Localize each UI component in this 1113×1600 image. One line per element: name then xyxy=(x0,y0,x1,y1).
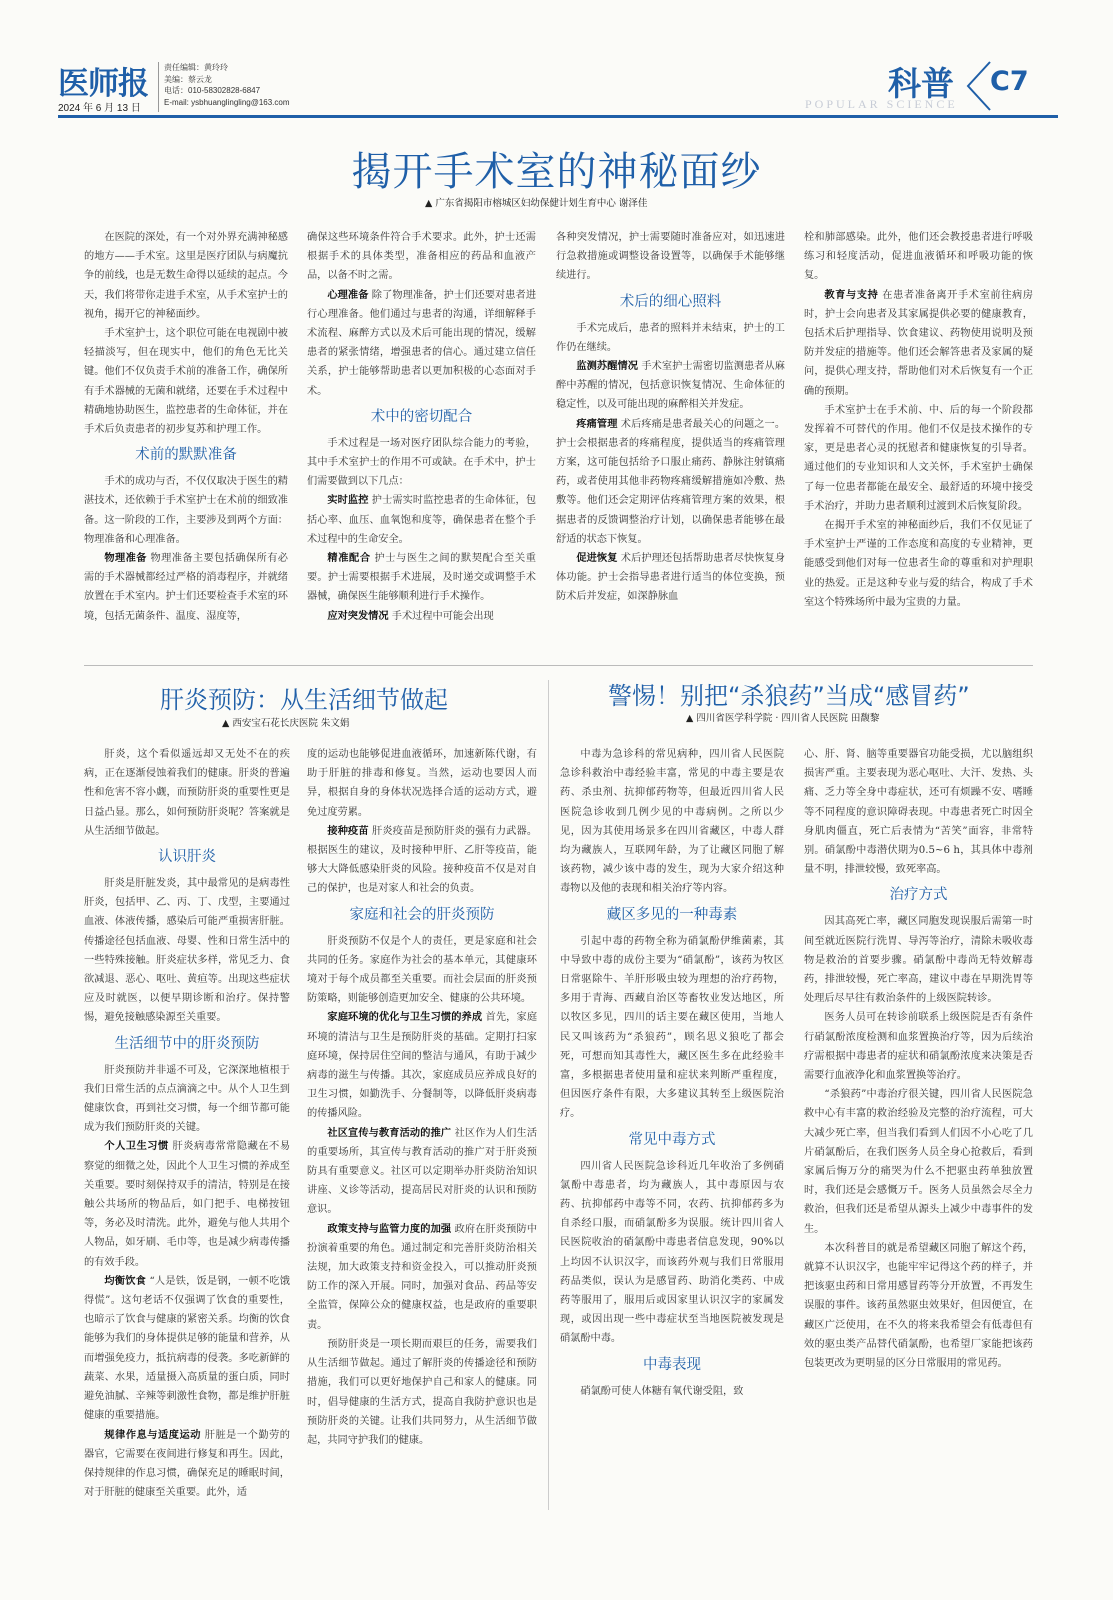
lead-term: 规律作息与适度运动 xyxy=(104,1429,201,1441)
paragraph: 手术室护士，这个职位可能在电视剧中被轻描淡写，但在现实中，他们的角色无比关键。他们不仅负责手术前的准备工作，确保所有手术器械的无菌和就绪，还要在手术过程中精确地协助医生，监控患者的生命体征，并在手术后负责患者的初步复苏和护理工作。 xyxy=(84,328,288,436)
lead-term: 精准配合 xyxy=(327,553,371,565)
paragraph xyxy=(307,822,537,899)
paragraph: 肝炎，这个看似遥远却又无处不在的疾病，正在逐渐侵蚀着我们的健康。肝炎的普遍性和危害不容小觑，而预防肝炎的重要性更是日益凸显。那么，如何预防肝炎呢？答案就是从生活细节做起。 xyxy=(84,749,290,837)
lead-term: 个人卫生习惯 xyxy=(104,1141,169,1153)
lead-term: 均衡饮食 xyxy=(104,1275,147,1287)
paragraph: 栓和肺部感染。此外，他们还会教授患者进行呼吸练习和轻度活动，促进血液循环和呼吸功能的恢复。 xyxy=(804,232,1033,282)
lead-term: 疼痛管理 xyxy=(576,418,618,430)
paragraph-text: 肝炎病毒常常隐藏在不易察觉的细微之处，因此个人卫生习惯的养成至关重要。要时刻保持双手的清洁，特别是在接触公共场所的物品后，如门把手、电梯按钮等，务必及时清洗。此外，避免与他人共用个人物品，如牙刷、毛巾等，也是减少病毒传播的有效手段。 xyxy=(84,1141,291,1268)
editor-line: 责任编辑：黄玲玲 xyxy=(164,63,228,72)
lead-term: 应对突发情况 xyxy=(327,610,389,622)
paragraph: 手术的成功与否，不仅仅取决于医生的精湛技术，还依赖于手术室护士在术前的细致准备。这一阶段的工作，主要涉及到两个方面：物理准备和心理准备。 xyxy=(84,476,288,545)
section-title: 科普 xyxy=(888,64,954,103)
subheading: 藏区多见的一种毒素 xyxy=(606,906,738,923)
masthead-logo: 医师报 xyxy=(58,66,148,102)
paragraph: 各种突发情况，护士需要随时准备应对，如迅速进行急救措施或调整设备设置等，以确保手术能够继续进行。 xyxy=(556,232,785,282)
paragraph: 预防肝炎是一项长期而艰巨的任务，需要我们从生活细节做起。通过了解肝炎的传播途径和预防措施，我们可以更好地保护自己和家人的健康。同时，倡导健康的生活方式，提高自我防护意识也是预防肝炎的关键。让我们共同努力，从生活细节做起，共同守护我们的健康。 xyxy=(307,1338,537,1446)
article3-byline: ▲ 四川省医学科学院 · 四川省人民医院 田馥黎 xyxy=(686,713,880,724)
paragraph: 手术室护士在手术前、中、后的每一个阶段都发挥着不可替代的作用。他们不仅是技术操作的专家，更是患者心灵的抚慰者和健康恢复的引导者。通过他们的专业知识和人文关怀，手术室护士确保了每一位患者都能在最安全、最舒适的环境中接受手术治疗，并助力患者顺利过渡到术后恢复阶段。 xyxy=(804,404,1033,512)
article3-col1 xyxy=(560,745,784,1401)
subheading: 认识肝炎 xyxy=(158,849,216,866)
subheading: 家庭和社会的肝炎预防 xyxy=(349,906,495,923)
article2-col2 xyxy=(307,745,537,1450)
subheading: 术后的细心照料 xyxy=(619,293,722,310)
paragraph xyxy=(556,549,785,607)
paragraph-text: 首先，家庭环境的清洁与卫生是预防肝炎的基础。定期打扫家庭环境，保持居住空间的整洁与通风，有助于减少病毒的滋生与传播。其次，家庭成员应养成良好的卫生习惯，如勤洗手、分餐制等，以降低肝炎病毒的传播风险。 xyxy=(307,1012,538,1120)
paragraph-text: 除了物理准备，护士们还要对患者进行心理准备。他们通过与患者的沟通，详细解释手术流程、麻醉方式以及术后可能出现的情况，缓解患者的紧张情绪，增强患者的信心。通过建立信任关系，护士能够帮助患者以更加积极的心态面对手术。 xyxy=(307,289,537,397)
paragraph: 心、肝、肾、脑等重要器官功能受损，尤以脑组织损害严重。主要表现为恶心呕吐、大汗、发热、头痛、乏力等全身中毒症状，还可有烦躁不安、嗜睡等不同程度的意识障碍表现。中毒患者死亡时因全身肌肉僵直，死亡后表情为“苦笑”面容，非常特别。硝氯酚中毒潜伏期为0.5~6 h，其具体中毒剂量不明，排泄较慢，致死率高。 xyxy=(804,749,1033,876)
paragraph-text: “人是铁，饭是钢，一顿不吃饿得慌”。这句老话不仅强调了饮食的重要性，也暗示了饮食与健康的紧密关系。均衡的饮食能够为我们的身体提供足够的能量和营养，从而增强免疫力，抵抗病毒的侵袭。多吃新鲜的蔬菜、水果，适量摄入高质量的蛋白质，同时避免油腻、辛辣等刺激性食物，都是维护肝脏健康的重要措施。 xyxy=(84,1275,290,1422)
lead-term: 教育与支持 xyxy=(824,289,879,301)
page-number: C7 xyxy=(990,66,1029,97)
paragraph-text: 社区作为人们生活的重要场所，其宣传与教育活动的推广对于肝炎预防具有重要意义。社区可以定期举办肝炎防治知识讲座、义诊等活动，提高居民对肝炎的认识和预防意识。 xyxy=(307,1127,538,1216)
paragraph-text: 在患者准备离开手术室前往病房时，护士会向患者及其家属提供必要的健康教育，包括术后护理指导、饮食建议、药物使用说明及预防并发症的措施等。他们还会解答患者及家属的疑问，提供心理支持，帮助他们对术后恢复有一个正确的预期。 xyxy=(804,289,1033,397)
section-subtitle: POPULAR SCIENCE xyxy=(805,97,958,111)
paragraph xyxy=(84,1272,290,1426)
article-divider xyxy=(84,665,1033,666)
header-rule xyxy=(58,115,1058,118)
paragraph-text: 护士需实时监控患者的生命体征，包括心率、血压、血氧饱和度等，确保患者在整个手术过程中的生命安全。 xyxy=(307,495,537,545)
paragraph-text: 手术过程中可能会出现 xyxy=(391,610,494,622)
paragraph: 本次科普目的就是希望藏区同胞了解这个药，就算不认识汉字，也能牢牢记得这个药的样子，并把该驱虫药和日常用感冒药等分开放置，不再发生误服的事件。该药虽然驱虫效果好，但因便宜，在藏区广泛使用，在不久的将来我希望会有低毒但有效的驱虫类产品替代硝氯酚，也希望厂家能把该药包装更改为更明显的区分日常服用的常见药。 xyxy=(804,1242,1033,1370)
article1-title: 揭开手术室的神秘面纱 xyxy=(351,149,762,195)
paragraph xyxy=(556,357,785,415)
paragraph xyxy=(307,286,536,401)
lead-term: 接种疫苗 xyxy=(327,825,369,837)
lead-term: 促进恢复 xyxy=(576,553,618,565)
paragraph-text: 肝炎疫苗是预防肝炎的强有力武器。根据医生的建议，及时接种甲肝、乙肝等疫苗，能够大大降低感染肝炎的风险。接种疫苗不仅是对自己的保护，也是对家人和社会的负责。 xyxy=(307,825,538,895)
phone-line: 电话：010-58302828-6847 xyxy=(164,86,261,95)
paragraph xyxy=(307,1124,537,1220)
subheading: 术前的默默准备 xyxy=(135,447,237,464)
article1-col4 xyxy=(804,228,1033,612)
article1-byline: ▲ 广东省揭阳市榕城区妇幼保健计划生育中心 谢泽佳 xyxy=(425,198,648,209)
lead-term: 社区宣传与教育活动的推广 xyxy=(327,1127,452,1139)
editor-info xyxy=(164,62,290,108)
paragraph: 肝炎是肝脏发炎，其中最常见的是病毒性肝炎，包括甲、乙、丙、丁、戊型，主要通过血液、体液传播，感染后可能严重损害肝脏。传播途径包括血液、母婴、性和日常生活中的一些特殊接触。肝炎症状多样，常见乏力、食欲减退、恶心、呕吐、黄疸等。出现这些症状应及时就医，以便早期诊断和治疗。保持警惕，避免接触感染源至关重要。 xyxy=(84,878,290,1024)
lead-term: 家庭环境的优化与卫生习惯的养成 xyxy=(327,1012,483,1024)
paragraph: 手术完成后，患者的照料并未结束，护士的工作仍在继续。 xyxy=(556,322,785,353)
paragraph: 度的运动也能够促进血液循环，加速新陈代谢，有助于肝脏的排毒和修复。当然，运动也要因人而异，根据自身的身体状况选择合适的运动方式，避免过度劳累。 xyxy=(307,749,537,818)
paragraph: 医务人员可在转诊前联系上级医院是否有条件行硝氯酚浓度检测和血浆置换治疗等，因为后续治疗需根据中毒患者的症状和硝氯酚浓度来决策是否需要行血液净化和血浆置换等治疗。 xyxy=(804,1012,1033,1082)
issue-date: 2024 年 6 月 13 日 xyxy=(58,103,141,114)
paragraph-text: 手术室护士需密切监测患者从麻醉中苏醒的情况，包括意识恢复情况、生命体征的稳定性，以及可能出现的麻醉相关并发症。 xyxy=(556,361,785,411)
designer-line: 美编：蔡云龙 xyxy=(164,74,212,84)
lead-term: 物理准备 xyxy=(104,553,147,565)
paragraph xyxy=(307,549,536,607)
paragraph: 手术过程是一场对医疗团队综合能力的考验，其中手术室护士的作用不可或缺。在手术中，护士们需要做到以下几点： xyxy=(307,437,536,488)
paragraph xyxy=(84,1137,290,1271)
article2-title: 肝炎预防：从生活细节做起 xyxy=(160,686,448,714)
paragraph: 在揭开手术室的神秘面纱后，我们不仅见证了手术室护士严谨的工作态度和高度的专业精神，更能感受到他们对每一位患者生命的尊重和对护理职业的热爱。正是这种专业与爱的结合，构成了手术室这个特殊场所中最为宝贵的力量。 xyxy=(804,520,1033,608)
paragraph xyxy=(307,491,536,549)
paragraph: 四川省人民医院急诊科近几年收治了多例硝氯酚中毒患者，均为藏族人，其中毒原因与农药、抗抑郁药中毒等不同，农药、抗抑郁药多为自杀经口服，而硝氯酚多为误服。统计四川省人民医院收治的硝氯酚中毒患者信息发现，90%以上均因不认识汉字，而该药外观与我们日常服用药品类似，误认为是感冒药、助消化类药、中成药等服用了，服用后或因家里认识汉字的家属发现，或因出现一些中毒症状至当地医院被发现是硝氯酚中毒。 xyxy=(560,1160,784,1345)
article1-col3 xyxy=(556,228,785,607)
article2-byline: ▲ 西安宝石花长庆医院 朱文娟 xyxy=(222,718,350,729)
masthead-divider xyxy=(158,62,159,112)
paragraph-text: 术后疼痛是患者最关心的问题之一。护士会根据患者的疼痛程度，提供适当的疼痛管理方案，这可能包括给予口服止痛药、静脉注射镇痛药，或者使用其他非药物疼痛缓解措施如冷敷、热敷等。他们还会定期评估疼痛管理方案的效果，根据患者的反馈调整治疗计划，以确保患者能够在最舒适的状态下恢复。 xyxy=(556,418,786,545)
paragraph-text: 护士与医生之间的默契配合至关重要。护士需要根据手术进展，及时递交或调整手术器械，确保医生能够顺利进行手术操作。 xyxy=(307,553,536,603)
paragraph: “杀狼药”中毒治疗很关键，四川省人民医院急救中心有丰富的救治经验及完整的治疗流程，可大大减少死亡率，但当我们看到人们因不小心吃了几片硝氯酚后，在我们医务人员全身心抢救后，看到家属后悔万分的痛哭为什么不把驱虫药单独放置时，我们还是会感慨万千。医务人员虽然会尽全力救治，但我们还是希望从源头上减少中毒事件的发生。 xyxy=(804,1089,1033,1235)
paragraph xyxy=(84,1426,290,1503)
paragraph-text: 术后护理还包括帮助患者尽快恢复身体功能。护士会指导患者进行适当的体位变换，预防术后并发症，如深静脉血 xyxy=(556,553,786,603)
email-line: E-mail: ysbhuanglingling@163.com xyxy=(164,97,290,107)
subheading: 中毒表现 xyxy=(643,1356,701,1373)
subheading: 治疗方式 xyxy=(889,887,948,904)
paragraph xyxy=(804,286,1033,401)
lead-term: 政策支持与监管力度的加强 xyxy=(327,1223,452,1235)
paragraph: 肝炎预防不仅是个人的责任，更是家庭和社会共同的任务。家庭作为社会的基本单元，其健康环境对于每个成员都至关重要。而社会层面的肝炎预防策略，则能够创造更加安全、健康的公共环境。 xyxy=(307,935,537,1005)
paragraph xyxy=(556,415,785,549)
article1-col1 xyxy=(84,228,288,626)
column-divider xyxy=(548,680,549,1510)
paragraph: 确保这些环境条件符合手术要求。此外，护士还需根据手术的具体类型，准备相应的药品和血液产品，以备不时之需。 xyxy=(307,232,536,282)
paragraph: 硝氯酚可使人体糖有氧代谢受阻，致 xyxy=(580,1385,744,1397)
paragraph-text: 物理准备主要包括确保所有必需的手术器械都经过严格的消毒程序，并就绪放置在手术室内。护士们还要检查手术室的环境，包括无菌条件、温度、湿度等， xyxy=(84,553,288,622)
lead-term: 实时监控 xyxy=(327,495,369,507)
paragraph: 引起中毒的药物全称为硝氯酚伊维菌素，其中导致中毒的成份主要为“硝氯酚”，该药为牧区日常驱除牛、羊肝形吸虫较为理想的治疗药物，多用于青海、西藏自治区等畜牧业发达地区，所以牧区多见，四川的话主要在藏区使用，当地人民又叫该药为“杀狼药”，顾名思义狼吃了都会死，可想而知其毒性大，藏区医生多在此经验丰富，多根据患者使用量和症状来判断严重程度，但因医疗条件有限，大多建议其转至上级医院治疗。 xyxy=(560,935,784,1120)
paragraph-text: 肝脏是一个勤劳的器官，它需要在夜间进行修复和再生。因此，保持规律的作息习惯，确保充足的睡眠时间，对于肝脏的健康至关重要。此外，适 xyxy=(84,1429,290,1499)
lead-term: 心理准备 xyxy=(327,289,369,301)
subheading: 常见中毒方式 xyxy=(628,1131,716,1148)
article3-title: 警惕！别把“杀狼药”当成“感冒药” xyxy=(608,682,970,710)
paragraph xyxy=(84,549,288,626)
paragraph: 因其高死亡率，藏区同胞发现误服后需第一时间至就近医院行洗胃、导泻等治疗，清除未吸收毒物是救治的首要步骤。硝氯酚中毒尚无特效解毒药，排泄较慢，死亡率高，建议中毒在早期洗胃等处理后尽早往有救治条件的上级医院转诊。 xyxy=(804,916,1033,1005)
subheading: 术中的密切配合 xyxy=(370,408,473,425)
article2-col1 xyxy=(84,745,290,1502)
paragraph-text: 政府在肝炎预防中扮演着重要的角色。通过制定和完善肝炎防治相关法规，加大政策支持和资金投入，可以推动肝炎预防工作的深入开展。同时，加强对食品、药品等安全监管，保障公众的健康权益，也是政府的重要职责。 xyxy=(307,1223,538,1331)
paragraph xyxy=(307,1220,537,1335)
subheading: 生活细节中的肝炎预防 xyxy=(114,1035,260,1052)
article3-col2 xyxy=(804,745,1033,1373)
paragraph: 中毒为急诊科的常见病种，四川省人民医院急诊科救治中毒经验丰富，常见的中毒主要是农药、杀虫剂、抗抑郁药物等，但最近四川省人民医院急诊收到几例少见的中毒病例。之所以少见，因为其使用场景多在四川省藏区，中毒人群均为藏族人，互联网年龄，为了让藏区同胞了解该药物，减少该中毒的发生，现为大家介绍这种毒物以及他的表现和相关治疗等内容。 xyxy=(560,749,784,895)
paragraph: 肝炎预防并非遥不可及，它深深地植根于我们日常生活的点点滴滴之中。从个人卫生到健康饮食，再到社交习惯，每一个细节都可能成为我们预防肝炎的关键。 xyxy=(84,1064,290,1134)
paragraph xyxy=(307,1008,537,1123)
lead-term: 监测苏醒情况 xyxy=(576,361,638,373)
paragraph: 在医院的深处，有一个对外界充满神秘感的地方——手术室。这里是医疗团队与病魔抗争的前线，也是无数生命得以延续的起点。今天，我们将带你走进手术室，从手术室护士的视角，揭开它的神秘面纱。 xyxy=(84,232,288,320)
paragraph xyxy=(307,607,536,626)
article1-col2 xyxy=(307,228,536,626)
